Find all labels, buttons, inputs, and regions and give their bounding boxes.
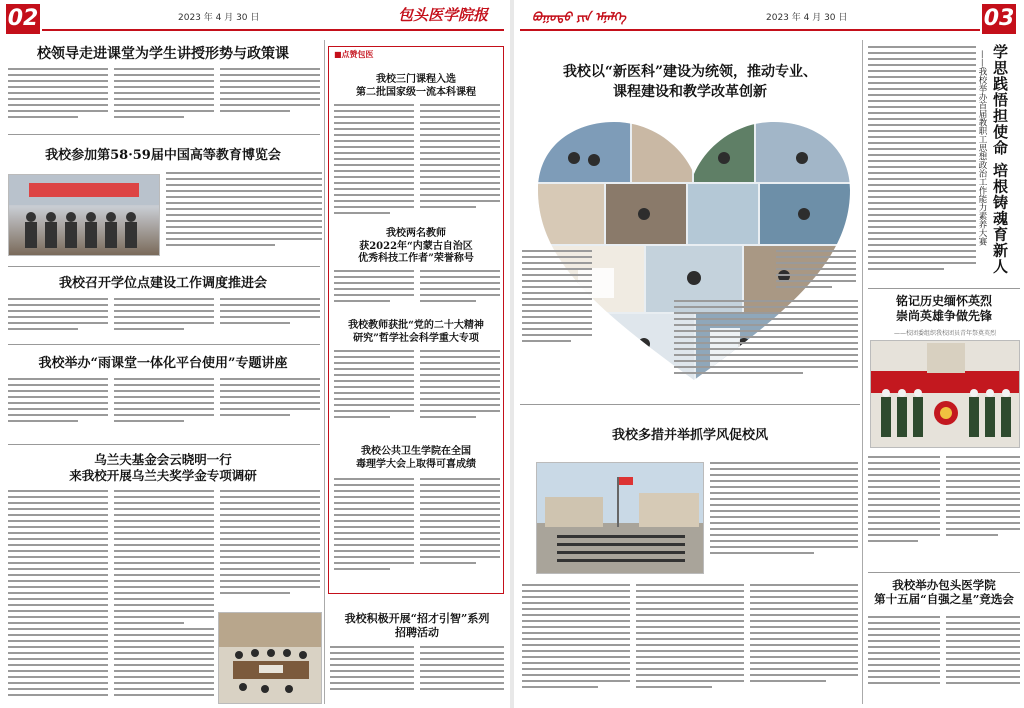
- memorial-photo: [870, 340, 1020, 448]
- article-body: [220, 378, 320, 436]
- article-body: [674, 300, 858, 390]
- article-title: 校领导走进课堂为学生讲授形势与政策课: [37, 46, 289, 62]
- title-line: 研究”哲学社会科学重大专项: [353, 332, 479, 344]
- sidebar-body: [420, 104, 500, 222]
- title-line: 崇尚英雄争做先锋: [895, 309, 992, 323]
- page-02: [0, 0, 510, 708]
- article-body: [868, 616, 940, 704]
- sidebar-header: ■点赞包医: [334, 50, 374, 59]
- sidebar-body: [420, 270, 500, 312]
- article-body: [710, 462, 858, 574]
- article-body: [868, 456, 940, 568]
- divider: [8, 134, 320, 135]
- article-body: [8, 490, 108, 704]
- title-line: 招聘活动: [395, 625, 439, 639]
- campus-photo: [536, 462, 704, 574]
- header-rule: [42, 29, 504, 31]
- divider: [8, 344, 320, 345]
- title-line: 课程建设和教学改革创新: [613, 84, 767, 101]
- column-divider: [862, 40, 863, 704]
- title-line: 铭记历史缅怀英烈: [895, 294, 992, 308]
- article-title: [866, 294, 1022, 324]
- article-title: 我校参加第58·59届中国高等教育博览会: [45, 148, 281, 163]
- sidebar-body: [334, 478, 414, 590]
- title-line: 我校公共卫生学院在全国: [361, 446, 471, 457]
- article-body: [636, 584, 744, 704]
- divider: [868, 572, 1020, 573]
- page-03: [514, 0, 1024, 708]
- article-body: [522, 584, 630, 704]
- sidebar-body: [420, 478, 500, 590]
- article-title: 我校多措并举抓学风促校风: [611, 428, 768, 443]
- article-title: [866, 578, 1022, 607]
- title-line: 第二批国家级一流本科课程: [356, 86, 476, 98]
- title-line: 我校以“新医科”建设为统领，推动专业、: [562, 64, 818, 80]
- title-line: 毒理学大会上取得可喜成绩: [356, 458, 476, 470]
- divider: [8, 444, 320, 445]
- page-number: 03: [982, 4, 1016, 34]
- sidebar-item-title: [332, 446, 500, 471]
- article-subtitle: ——校团委组织我校团员青年祭奠英烈: [893, 330, 996, 337]
- title-line: 优秀科技工作者”荣誉称号: [358, 253, 474, 264]
- sidebar-body: [334, 270, 414, 312]
- article-title: 我校举办“雨课堂一体化平台使用”专题讲座: [38, 356, 288, 371]
- article-body: [946, 456, 1020, 568]
- header-rule: [520, 29, 980, 31]
- divider: [520, 404, 860, 405]
- masthead-mongolian: ᠪᠣᠭᠣᠲᠤ ᠶᠢᠨ ᠡᠮᠨᠡᠯᠭᠡ: [532, 10, 626, 24]
- title-line: 第十五届“自强之星”竞选会: [874, 592, 1014, 607]
- title-line: 我校三门课程入选: [376, 74, 456, 85]
- article-body: [114, 68, 214, 128]
- main-headline: [522, 62, 858, 103]
- article-body: [114, 298, 214, 338]
- sidebar-body: [334, 350, 414, 440]
- sidebar-body: [420, 350, 500, 440]
- page-number: 02: [6, 4, 40, 34]
- title-line: 我校教师获批“党的二十大精神: [348, 320, 484, 331]
- vertical-headline: 学思践悟担使命 培根铸魂育新人: [991, 44, 1009, 275]
- divider: [868, 288, 1020, 289]
- title-line: 我校举办包头医学院: [892, 578, 996, 592]
- article-body: [750, 584, 858, 704]
- issue-date: 2023 年 4 月 30 日: [766, 13, 848, 23]
- article-body: [868, 46, 976, 282]
- article-title: 我校召开学位点建设工作调度推进会: [58, 276, 267, 291]
- expo-photo: [8, 174, 160, 256]
- article-title: [8, 452, 318, 483]
- article-body: [522, 250, 592, 360]
- article-body: [220, 68, 320, 128]
- article-body: [114, 490, 214, 704]
- article-body: [220, 490, 320, 604]
- article-body: [330, 646, 414, 704]
- article-body: [166, 172, 322, 258]
- divider: [8, 266, 320, 267]
- meeting-photo: [218, 612, 322, 704]
- article-body: [114, 378, 214, 436]
- vertical-subtitle: ——我校举办首届教职工思想政治工作能力素养大赛: [977, 50, 987, 246]
- article-body: [946, 616, 1020, 704]
- article-body: [8, 378, 108, 436]
- title-line: 我校两名教师: [386, 228, 446, 239]
- masthead: 包头医学院报: [398, 6, 489, 24]
- article-body: [8, 298, 108, 338]
- sidebar-item-title: [332, 320, 500, 345]
- title-line: 来我校开展乌兰夫奖学金专项调研: [69, 467, 257, 483]
- article-body: [8, 68, 108, 128]
- sidebar-body: [334, 104, 414, 222]
- title-line: 获2022年“内蒙古自治区: [359, 240, 473, 252]
- sidebar-item-title: [332, 228, 500, 266]
- sidebar-item-title: [332, 74, 500, 99]
- title-line: 我校积极开展“招才引智”系列: [344, 612, 490, 625]
- article-title: [328, 612, 506, 640]
- title-line: 乌兰夫基金会云晓明一行: [94, 452, 232, 467]
- article-body: [776, 250, 856, 300]
- column-divider: [324, 40, 325, 704]
- article-body: [220, 298, 320, 338]
- issue-date: 2023 年 4 月 30 日: [178, 13, 260, 23]
- article-body: [420, 646, 504, 704]
